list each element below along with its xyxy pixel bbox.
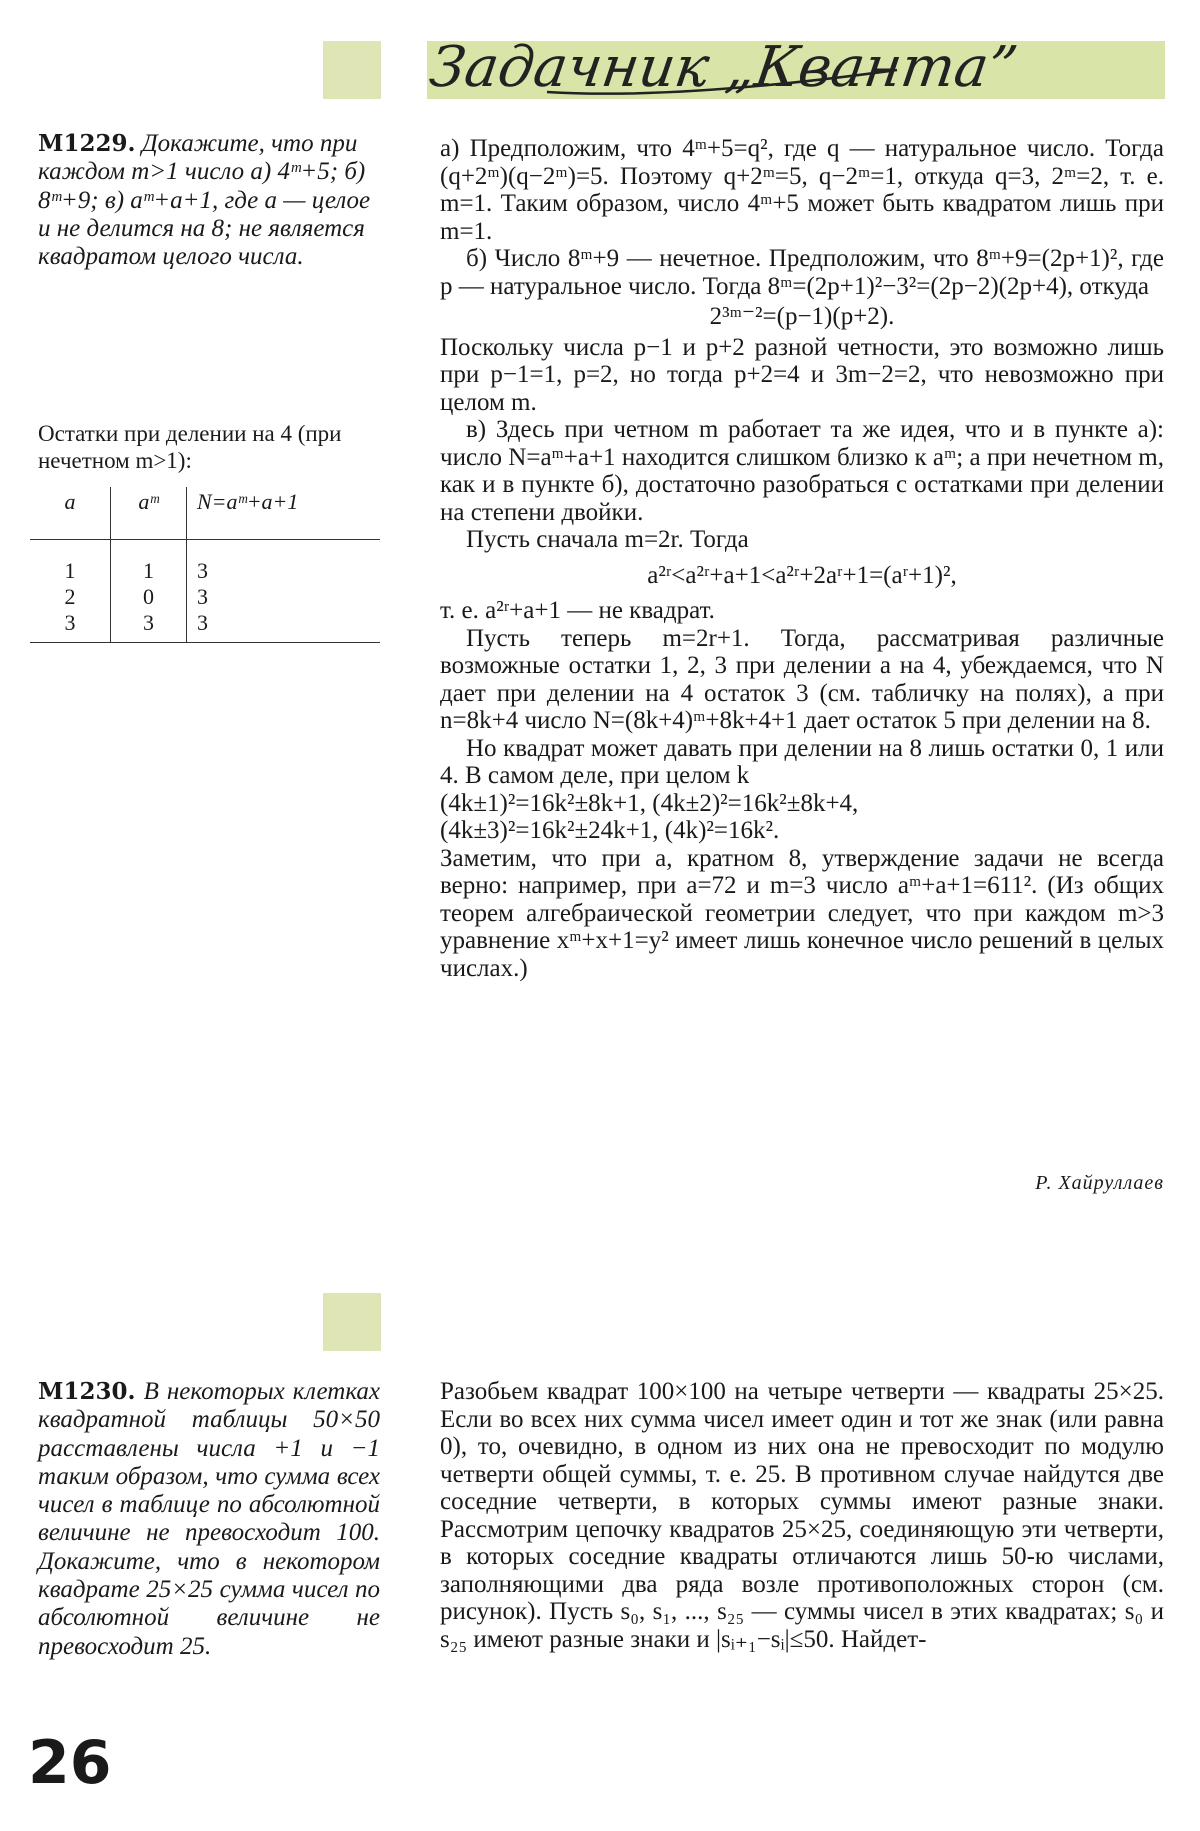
table-cell: 3 bbox=[111, 610, 187, 643]
table-cell: 1 bbox=[111, 558, 187, 584]
table-cell: 3 bbox=[187, 558, 381, 584]
table-header-n: N=aᵐ+a+1 bbox=[187, 487, 381, 540]
problem-1-text: Докажите, что при каждом m>1 число а) 4ᵐ+5; б) 8ᵐ+9; в) aᵐ+a+1, где a — целое и не делится на 8; не является квадратом целого числа. bbox=[38, 130, 371, 271]
section-banner-title: Задачник „Кванта” bbox=[425, 35, 1022, 100]
solution-formula: a²ʳ<a²ʳ+a+1<a²ʳ+2aʳ+1=(aʳ+1)², bbox=[647, 561, 957, 589]
margin-marker-problem-2 bbox=[323, 1293, 381, 1351]
solution-paragraph: т. е. a²ʳ+a+1 — не квадрат. bbox=[440, 597, 715, 624]
margin-marker-top bbox=[323, 41, 381, 99]
table-row bbox=[30, 610, 380, 643]
table-header-row bbox=[30, 487, 380, 540]
problem-2-number: M1230. bbox=[38, 1378, 136, 1405]
remainders-table bbox=[30, 487, 380, 643]
table-cell: 3 bbox=[64, 609, 76, 635]
table-row bbox=[30, 558, 380, 584]
solution-formula: (4k±3)²=16k²±24k+1, (4k)²=16k². bbox=[440, 817, 780, 844]
margin-note: Остатки при делении на 4 (при нечетном m>1): bbox=[38, 421, 342, 473]
problem-2-statement bbox=[38, 1378, 380, 1661]
problem-1-solution bbox=[440, 135, 1164, 982]
solution-paragraph: а) Предположим, что 4ᵐ+5=q², где q — натуральное число. Тогда (q+2ᵐ)(q−2ᵐ)=5. Поэтому q+2ᵐ=5, q−2ᵐ=1, откуда q=3, 2ᵐ=2, т. е. m=1. Таким образом, число 4ᵐ+5 может быть квадратом лишь при m=1. bbox=[440, 135, 1164, 245]
solution-paragraph: Заметим, что при a, кратном 8, утверждение задачи не всегда верно: например, при a=72 и m=3 число aᵐ+a+1=611². (Из общих теорем алгебраической геометрии следует, что при каждом m>3 уравнение xᵐ+x+1=y² имеет лишь конечное число решений в целых числах.) bbox=[440, 844, 1164, 982]
table-cell: 1 bbox=[64, 557, 76, 583]
solution-paragraph: Но квадрат может давать при делении на 8 лишь остатки 0, 1 или 4. В самом деле, при целом k bbox=[440, 734, 1164, 789]
table-cell: 2 bbox=[64, 583, 76, 609]
problem-1-statement bbox=[38, 130, 380, 271]
table-row bbox=[30, 584, 380, 610]
table-cell: 0 bbox=[111, 584, 187, 610]
solution-paragraph: Пусть теперь m=2r+1. Тогда, рассматривая различные возможные остатки 1, 2, 3 при делении a на 4, убеждаемся, что N дает при делении на 4 остаток 3 (см. табличку на полях), а при n=8k+4 число N=(8k+4)ᵐ+8k+4+1 дает остаток 5 при делении на 8. bbox=[440, 624, 1164, 734]
page-number: 26 bbox=[28, 1728, 112, 1798]
solution-paragraph: Поскольку числа p−1 и p+2 разной четности, это возможно лишь при p−1=1, p=2, но тогда p+2=4 и 3m−2=2, что невозможно при целом m. bbox=[440, 333, 1164, 416]
table-cell: 3 bbox=[187, 610, 381, 643]
section-banner-title-art bbox=[425, 20, 1022, 100]
problem-2-solution bbox=[440, 1378, 1164, 1653]
solution-formula: (4k±1)²=16k²±8k+1, (4k±2)²=16k²±8k+4, bbox=[440, 789, 859, 817]
table-header-a: a bbox=[64, 489, 76, 514]
author-signature: Р. Хайруллаев bbox=[1035, 1172, 1164, 1194]
table-cell: 3 bbox=[187, 584, 381, 610]
solution-paragraph: в) Здесь при четном m работает та же идея, что и в пункте а): число N=aᵐ+a+1 находится слишком близко к aᵐ; а при нечетном m, как и в пункте б), достаточно разобраться с остатками при делении на степени двойки. bbox=[440, 416, 1164, 526]
solution-formula: 2³ᵐ⁻²=(p−1)(p+2). bbox=[709, 303, 895, 330]
problem-1-number: M1229. bbox=[38, 130, 136, 157]
solution-paragraph: б) Число 8ᵐ+9 — нечетное. Предположим, что 8ᵐ+9=(2p+1)², где p — натуральное число. Тогда 8ᵐ=(2p+1)²−3²=(2p−2)(2p+4), откуда bbox=[440, 245, 1164, 300]
solution-paragraph: Пусть сначала m=2r. Тогда bbox=[466, 526, 749, 553]
remainders-table-wrap bbox=[30, 487, 388, 643]
table-header-am: aᵐ bbox=[111, 487, 187, 540]
problem-2-text: В некоторых клетках квадратной таблицы 50×50 расставлены числа +1 и −1 таким образом, что сумма всех чисел в таблице по абсолютной величине не превосходит 100. Докажите, что в некотором квадрате 25×25 сумма чисел по абсолютной величине не превосходит 25. bbox=[38, 1378, 380, 1660]
solution-paragraph: Разобьем квадрат 100×100 на четыре четверти — квадраты 25×25. Если во всех них сумма чисел имеет один и тот же знак (или равна 0), то, очевидно, в одном из них она не превосходит по модулю четверти общей суммы, т. е. 25. В противном случае найдутся две соседние четверти, в которых суммы имеют разные знаки. Рассмотрим цепочку квадратов 25×25, соединяющую эти четверти, в которых соседние квадраты отличаются лишь 50-ю числами, заполняющими два ряда возле противоположных сторон (см. рисунок). Пусть s₀, s₁, ..., s₂₅ — суммы чисел в этих квадратах; s₀ и s₂₅ имеют разные знаки и |sᵢ₊₁−sᵢ|≤50. Найдет- bbox=[440, 1378, 1164, 1653]
